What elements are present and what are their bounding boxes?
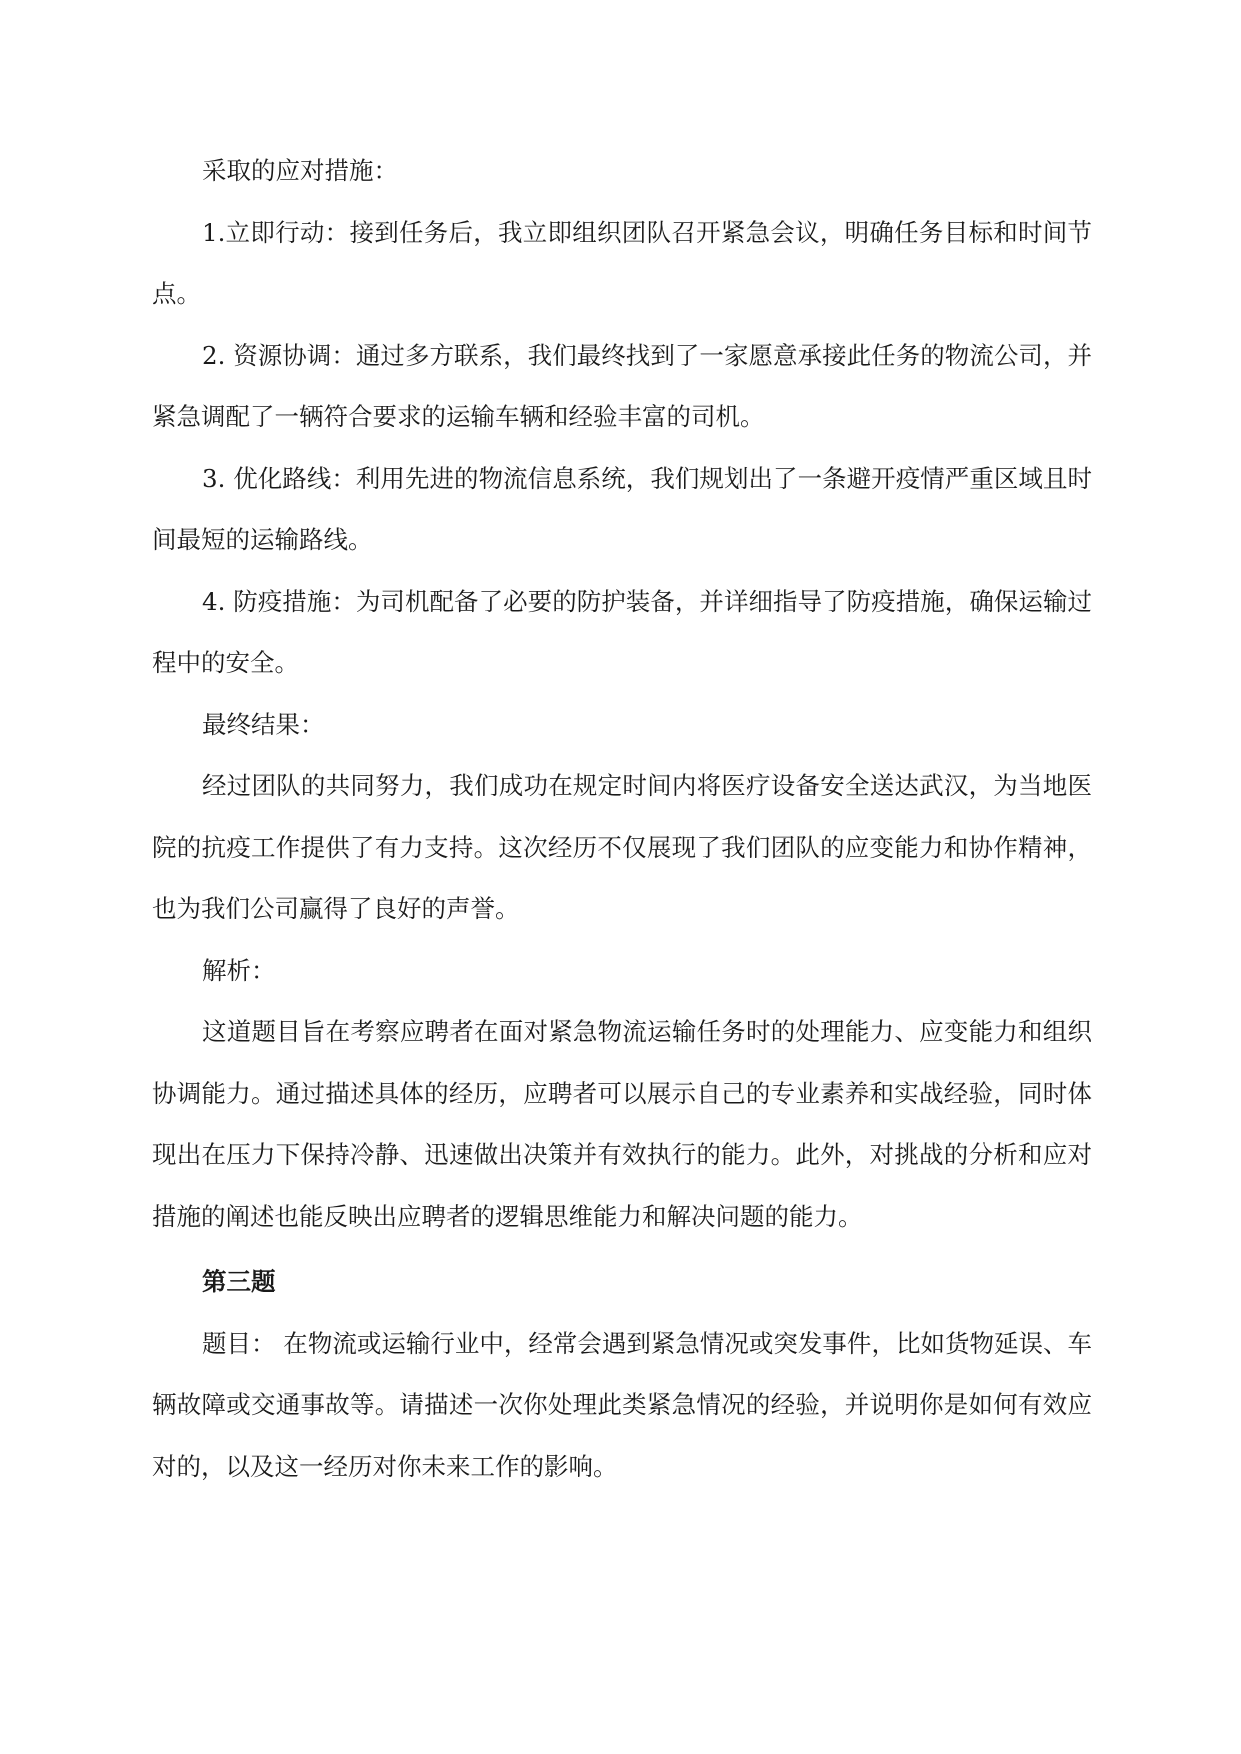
analysis-label: 解析：	[202, 955, 276, 985]
measure-item-3: 3. 优化路线：利用先进的物流信息系统，我们规划出了一条避开疫情严重区域且时间最短的运输路线。	[152, 463, 1092, 554]
measure-item-2: 2. 资源协调：通过多方联系，我们最终找到了一家愿意承接此任务的物流公司，并紧急调配了一辆符合要求的运输车辆和经验丰富的司机。	[152, 340, 1092, 431]
measure-item-4: 4. 防疫措施：为司机配备了必要的防护装备，并详细指导了防疫措施，确保运输过程中的安全。	[152, 586, 1092, 677]
result-label: 最终结果：	[202, 709, 325, 739]
question-paragraph: 题目： 在物流或运输行业中，经常会遇到紧急情况或突发事件，比如货物延误、车辆故障或交通事故等。请描述一次你处理此类紧急情况的经验，并说明你是如何有效应对的，以及这一经历对你未来工作的影响。	[152, 1328, 1092, 1481]
measures-label: 采取的应对措施：	[202, 156, 398, 185]
section-heading: 第三题	[202, 1267, 276, 1296]
result-paragraph: 经过团队的共同努力，我们成功在规定时间内将医疗设备安全送达武汉，为当地医院的抗疫工作提供了有力支持。这次经历不仅展现了我们团队的应变能力和协作精神，也为我们公司赢得了良好的声誉。	[152, 771, 1092, 923]
analysis-paragraph: 这道题目旨在考察应聘者在面对紧急物流运输任务时的处理能力、应变能力和组织协调能力。通过描述具体的经历，应聘者可以展示自己的专业素养和实战经验，同时体现出在压力下保持冷静、迅速做出决策并有效执行的能力。此外，对挑战的分析和应对措施的阐述也能反映出应聘者的逻辑思维能力和解决问题的能力。	[152, 1017, 1092, 1231]
measure-item-1: 1.立即行动：接到任务后，我立即组织团队召开紧急会议，明确任务目标和时间节点。	[152, 217, 1092, 308]
document-page	[152, 140, 1092, 1497]
